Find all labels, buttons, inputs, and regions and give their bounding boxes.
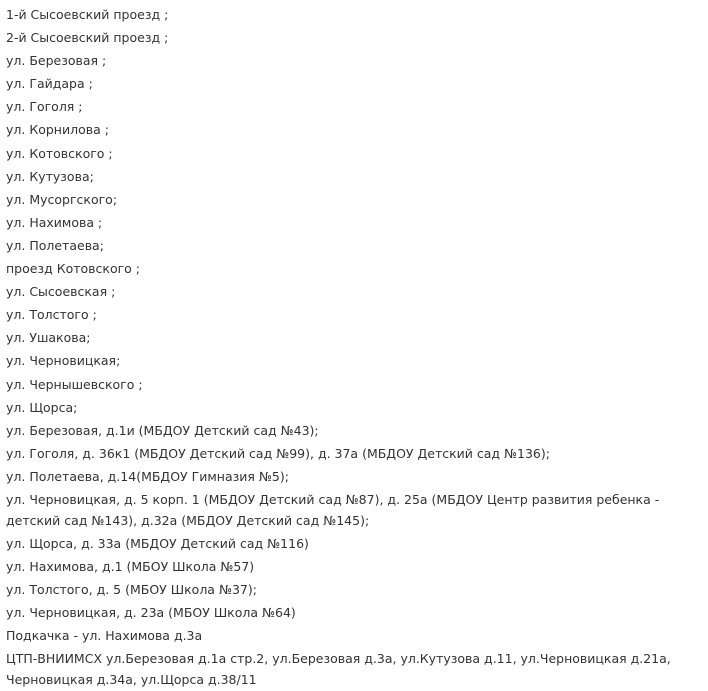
list-item: Подкачка - ул. Нахимова д.3а <box>6 628 203 644</box>
list-item: ул. Черновицкая; <box>6 353 121 369</box>
list-item: ул. Ушакова; <box>6 330 91 346</box>
list-item: ул. Толстого, д. 5 (МБОУ Школа №37); <box>6 582 257 598</box>
list-item: ул. Щорса, д. 33а (МБДОУ Детский сад №116) <box>6 535 309 551</box>
list-item: ул. Черновицкая, д. 5 корп. 1 (МБДОУ Детский сад №87), д. 25а (МБДОУ Центр развития ребенка - детский сад №143), д.32а (МБДОУ Детский сад №145); <box>6 491 660 528</box>
list-item: ул. Толстого ; <box>6 307 97 323</box>
list-item: ул. Корнилова ; <box>6 122 109 138</box>
list-item: ул. Гоголя ; <box>6 99 83 115</box>
list-item: ул. Березовая ; <box>6 53 107 69</box>
list-item: ЦТП-ВНИИМСХ ул.Березовая д.1а стр.2, ул.Березовая д.3а, ул.Кутузова д.11, ул.Черновицкая д.21а, Черновицкая д.34а, ул.Щорса д.38/11 <box>6 651 671 688</box>
list-item: ул. Щорса; <box>6 399 78 415</box>
list-item: ул. Нахимова ; <box>6 214 103 230</box>
list-item: ул. Гайдара ; <box>6 76 93 92</box>
list-item: ул. Кутузова; <box>6 168 94 184</box>
list-item: ул. Полетаева; <box>6 237 104 253</box>
list-item: ул. Нахимова, д.1 (МБОУ Школа №57) <box>6 559 255 575</box>
list-item: 1-й Сысоевский проезд ; <box>6 7 169 22</box>
list-item: проезд Котовского ; <box>6 261 140 277</box>
list-item: ул. Березовая, д.1и (МБДОУ Детский сад №43); <box>6 422 319 438</box>
list-item: ул. Сысоевская ; <box>6 284 116 300</box>
list-item: ул. Черновицкая, д. 23а (МБОУ Школа №64) <box>6 605 296 621</box>
list-item: ул. Чернышевского ; <box>6 376 143 392</box>
list-item: 2-й Сысоевский проезд ; <box>6 30 169 46</box>
list-item: ул. Мусоргского; <box>6 191 118 207</box>
list-item: ул. Гоголя, д. 36к1 (МБДОУ Детский сад №99), д. 37а (МБДОУ Детский сад №136); <box>6 445 550 461</box>
list-item: ул. Полетаева, д.14(МБДОУ Гимназия №5); <box>6 468 289 484</box>
list-item: ул. Котовского ; <box>6 145 113 161</box>
